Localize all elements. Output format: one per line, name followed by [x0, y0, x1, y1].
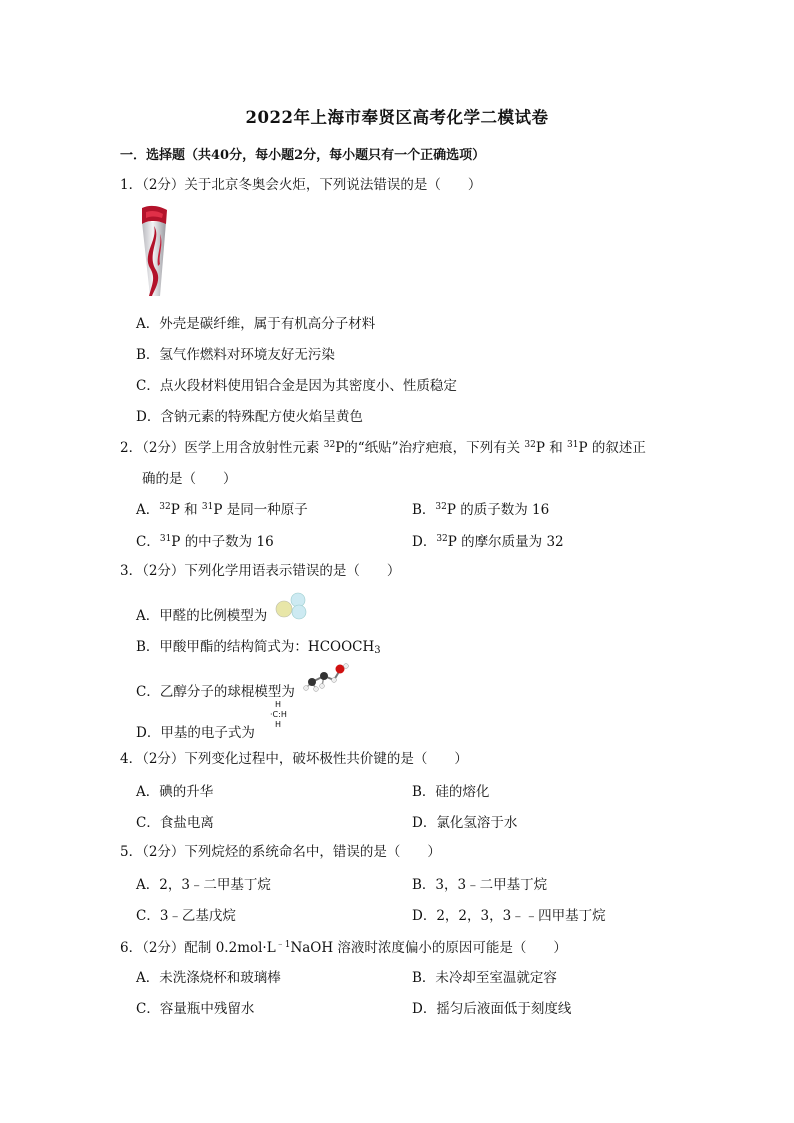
- torch-image: [136, 204, 172, 300]
- q6-option-d: D．摇匀后液面低于刻度线: [412, 1001, 572, 1017]
- methyl-electron-formula: H ·C:H H: [270, 700, 287, 729]
- q2-option-d: D．$^{32}$P 的摩尔质量为 32: [412, 534, 564, 550]
- q2-option-b: B．$^{32}$P 的质子数为 16: [412, 502, 550, 518]
- q3-option-a: A．甲醛的比例模型为: [136, 608, 268, 624]
- q5-option-b: B．3，3﹣二甲基丁烷: [412, 877, 548, 893]
- q6-option-a: A．未洗涤烧杯和玻璃棒: [136, 970, 281, 986]
- q3-option-d: D．甲基的电子式为: [136, 725, 255, 741]
- q6-option-c: C．容量瓶中残留水: [136, 1001, 255, 1017]
- q6-option-b: B．未冷却至室温就定容: [412, 970, 557, 986]
- ethanol-ball-and-stick-model: [302, 662, 350, 692]
- question-1-stem: 1．（2分）关于北京冬奥会火炬，下列说法错误的是（ ）: [120, 177, 482, 193]
- question-2-stem-line2: 确的是（ ）: [142, 471, 237, 487]
- q5-option-c: C．3﹣乙基戊烷: [136, 908, 236, 924]
- page-title: 2022年上海市奉贤区高考化学二模试卷: [245, 108, 549, 127]
- q4-option-a: A．碘的升华: [136, 784, 214, 800]
- q5-option-a: A．2，3﹣二甲基丁烷: [136, 877, 271, 893]
- question-3-stem: 3．（2分）下列化学用语表示错误的是（ ）: [120, 563, 401, 579]
- q4-option-b: B．硅的熔化: [412, 784, 490, 800]
- section-heading: 一．选择题（共40分，每小题2分，每小题只有一个正确选项）: [120, 148, 486, 163]
- q1-option-a: A．外壳是碳纤维，属于有机高分子材料: [136, 316, 376, 332]
- q1-option-c: C．点火段材料使用铝合金是因为其密度小、性质稳定: [136, 378, 457, 394]
- q4-option-c: C．食盐电离: [136, 815, 214, 831]
- question-4-stem: 4．（2分）下列变化过程中，破坏极性共价键的是（ ）: [120, 751, 468, 767]
- formaldehyde-space-filling-model: [274, 592, 308, 620]
- q1-option-d: D．含钠元素的特殊配方使火焰呈黄色: [136, 409, 363, 425]
- q1-option-b: B．氢气作燃料对环境友好无污染: [136, 347, 335, 363]
- q3-option-b: B．甲酸甲酯的结构简式为：$HCOOCH_3$: [136, 639, 381, 656]
- question-5-stem: 5．（2分）下列烷烃的系统命名中，错误的是（ ）: [120, 844, 441, 860]
- q2-option-a: A．$^{32}$P 和 $^{31}$P 是同一种原子: [136, 502, 308, 518]
- q5-option-d: D．2，2，3，3﹣﹣四甲基丁烷: [412, 908, 606, 924]
- q2-option-c: C．$^{31}$P 的中子数为 16: [136, 534, 274, 550]
- q3-option-c: C．乙醇分子的球棍模型为: [136, 684, 295, 700]
- q4-option-d: D．氯化氢溶于水: [412, 815, 518, 831]
- question-2-stem: 2．（2分）医学上用含放射性元素 $^{32}$P的“纸贴”治疗疤痕，下列有关 $^{32}$P 和 $^{31}$P 的叙述正: [120, 440, 646, 456]
- question-6-stem: 6．（2分）配制 $0.2mol\cdot L^{﹣1}NaOH$ 溶液时浓度偏小的原因可能是（ ）: [120, 940, 567, 956]
